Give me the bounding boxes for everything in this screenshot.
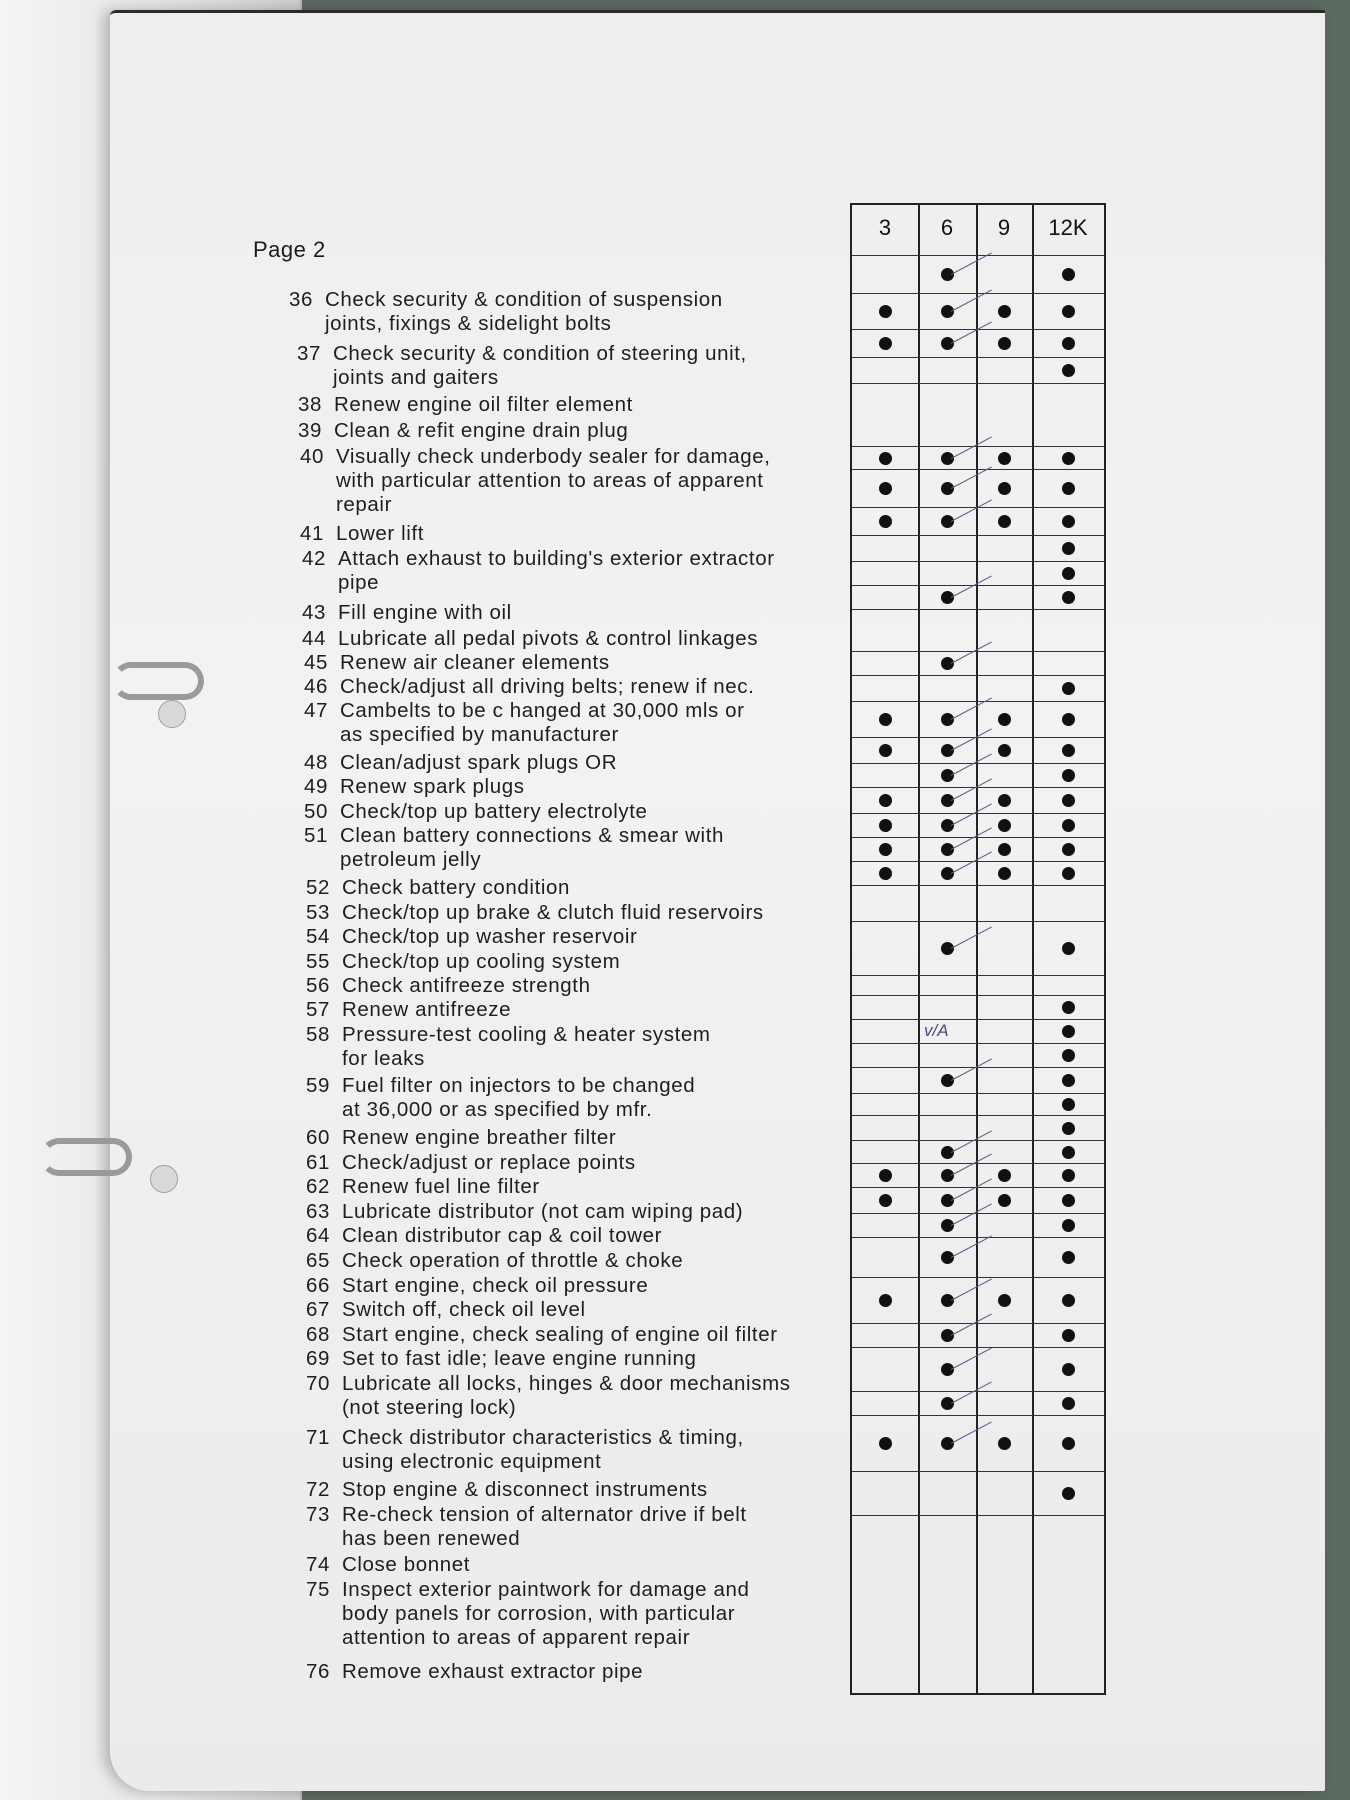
- checklist-item-76: [296, 1660, 643, 1684]
- item-number: 36: [288, 288, 313, 311]
- checklist-item-36: [279, 288, 723, 336]
- item-text: Check/top up washer reservoir: [342, 925, 638, 948]
- checkmark-dot: [1062, 1194, 1075, 1207]
- item-text: Check operation of throttle & choke: [342, 1249, 684, 1272]
- handwritten-tick: [951, 499, 992, 521]
- grid-row-divider: [852, 813, 1104, 814]
- checkmark-dot: [879, 337, 892, 350]
- item-text: Renew engine breather filter: [342, 1126, 617, 1149]
- checkmark-dot: [1062, 1074, 1075, 1087]
- checkmark-dot: [1062, 542, 1075, 555]
- item-text: Start engine, check oil pressure: [342, 1274, 649, 1297]
- handwritten-tick: [951, 641, 992, 663]
- checkmark-dot: [998, 452, 1011, 465]
- checklist-item-70: [296, 1372, 791, 1420]
- item-text: Visually check underbody sealer for damage,: [336, 445, 771, 468]
- checklist-item-55: [296, 950, 620, 974]
- item-number: 60: [305, 1126, 330, 1149]
- column-header-9: 9: [997, 215, 1011, 240]
- grid-row-divider: [852, 885, 1104, 886]
- item-number: 67: [305, 1298, 330, 1321]
- checkmark-dot: [998, 1169, 1011, 1182]
- checklist-item-74: [296, 1553, 470, 1577]
- checkmark-dot: [998, 843, 1011, 856]
- handwritten-tick: [951, 1178, 992, 1200]
- item-number: 41: [299, 522, 324, 545]
- handwritten-tick: [951, 803, 992, 825]
- item-text-continued: repair: [336, 493, 393, 516]
- item-text: Switch off, check oil level: [342, 1298, 586, 1321]
- handwritten-tick: [951, 827, 992, 849]
- handwritten-tick: [951, 753, 992, 775]
- item-text-continued: with particular attention to areas of apparent: [336, 469, 764, 492]
- item-text: Check/top up battery electrolyte: [340, 800, 648, 823]
- item-number: 74: [305, 1553, 330, 1576]
- checklist-item-73: [296, 1503, 747, 1551]
- grid-column-divider: [918, 205, 920, 1693]
- checklist-item-53: [296, 901, 764, 925]
- item-number: 58: [305, 1023, 330, 1046]
- checkmark-dot: [998, 867, 1011, 880]
- checkmark-dot: [1062, 1437, 1075, 1450]
- checkmark-dot: [1062, 713, 1075, 726]
- handwritten-tick: [951, 321, 992, 343]
- checkmark-dot: [998, 305, 1011, 318]
- grid-row-divider: [852, 1043, 1104, 1044]
- checkmark-dot: [1062, 452, 1075, 465]
- checklist-item-52: [296, 876, 570, 900]
- handwritten-tick: [951, 1153, 992, 1175]
- item-number: 42: [301, 547, 326, 570]
- item-number: 45: [303, 651, 328, 674]
- column-header-12k: 12K: [1048, 215, 1088, 240]
- checkmark-dot: [879, 819, 892, 832]
- service-interval-grid: [850, 203, 1106, 1695]
- grid-row-divider: [852, 1187, 1104, 1188]
- checklist-item-38: [288, 393, 633, 417]
- checkmark-dot: [1062, 744, 1075, 757]
- item-number: 65: [305, 1249, 330, 1272]
- checkmark-dot: [1062, 1098, 1075, 1111]
- checkmark-dot: [1062, 1025, 1075, 1038]
- checklist-item-72: [296, 1478, 708, 1502]
- grid-row-divider: [852, 1163, 1104, 1164]
- checkmark-dot: [1062, 1001, 1075, 1014]
- checklist-item-49: [294, 775, 525, 799]
- grid-row-divider: [852, 995, 1104, 996]
- item-text: Re-check tension of alternator drive if belt: [342, 1503, 747, 1526]
- item-number: 71: [305, 1426, 330, 1449]
- item-text: Set to fast idle; leave engine running: [342, 1347, 697, 1370]
- checkmark-dot: [879, 794, 892, 807]
- checkmark-dot: [1062, 867, 1075, 880]
- checklist-item-47: [294, 699, 745, 747]
- checklist-item-46: [294, 675, 754, 699]
- item-text: Renew engine oil filter element: [334, 393, 633, 416]
- checklist-item-43: [292, 601, 512, 625]
- checkmark-dot: [879, 1169, 892, 1182]
- item-text: Pressure-test cooling & heater system: [342, 1023, 711, 1046]
- checkmark-dot: [1062, 1251, 1075, 1264]
- handwritten-tick: [951, 1203, 992, 1225]
- item-text: Close bonnet: [342, 1553, 471, 1576]
- item-text: Renew air cleaner elements: [340, 651, 610, 674]
- item-number: 53: [305, 901, 330, 924]
- checkmark-dot: [879, 843, 892, 856]
- checklist-item-51: [294, 824, 724, 872]
- item-number: 76: [305, 1660, 330, 1683]
- handwritten-note: v/A: [924, 1021, 949, 1040]
- item-text-continued: at 36,000 or as specified by mfr.: [342, 1098, 653, 1121]
- item-number: 55: [305, 950, 330, 973]
- handwritten-tick: [951, 1347, 992, 1369]
- item-number: 62: [305, 1175, 330, 1198]
- handwritten-tick: [951, 1278, 992, 1300]
- item-number: 75: [305, 1578, 330, 1601]
- grid-row-divider: [852, 1067, 1104, 1068]
- grid-row-divider: [852, 1237, 1104, 1238]
- grid-row-divider: [852, 837, 1104, 838]
- checklist-item-56: [296, 974, 591, 998]
- item-text: Fill engine with oil: [338, 601, 512, 624]
- grid-row-divider: [852, 1140, 1104, 1141]
- checklist-item-57: [296, 998, 511, 1022]
- item-number: 54: [305, 925, 330, 948]
- item-text-continued: (not steering lock): [342, 1396, 517, 1419]
- column-header-3: 3: [878, 215, 892, 240]
- item-text: Attach exhaust to building's exterior extractor: [338, 547, 775, 570]
- item-number: 49: [303, 775, 328, 798]
- checkmark-dot: [1062, 1487, 1075, 1500]
- checklist-item-37: [287, 342, 747, 390]
- checkmark-dot: [1062, 567, 1075, 580]
- checkmark-dot: [998, 515, 1011, 528]
- grid-row-divider: [852, 1115, 1104, 1116]
- item-text: Check/adjust or replace points: [342, 1151, 636, 1174]
- checklist-item-44: [292, 627, 758, 651]
- item-text: Renew fuel line filter: [342, 1175, 540, 1198]
- checkmark-dot: [879, 452, 892, 465]
- checklist-item-59: [296, 1074, 695, 1122]
- checklist-item-61: [296, 1151, 636, 1175]
- item-number: 47: [303, 699, 328, 722]
- checkmark-dot: [1062, 819, 1075, 832]
- checkmark-dot: [1062, 1122, 1075, 1135]
- grid-row-divider: [852, 737, 1104, 738]
- handwritten-tick: [951, 1381, 992, 1403]
- grid-row-divider: [852, 763, 1104, 764]
- checklist-item-58: [296, 1023, 711, 1071]
- checklist-item-42: [292, 547, 775, 595]
- grid-row-divider: [852, 1415, 1104, 1416]
- checkmark-dot: [1062, 942, 1075, 955]
- checkmark-dot: [1062, 1169, 1075, 1182]
- item-number: 51: [303, 824, 328, 847]
- checkmark-dot: [879, 482, 892, 495]
- grid-row-divider: [852, 585, 1104, 586]
- item-number: 59: [305, 1074, 330, 1097]
- checklist-item-67: [296, 1298, 586, 1322]
- grid-row-divider: [852, 1391, 1104, 1392]
- checklist-item-62: [296, 1175, 540, 1199]
- handwritten-tick: [951, 1130, 992, 1152]
- checkmark-dot: [1062, 769, 1075, 782]
- checkmark-dot: [879, 713, 892, 726]
- checkmark-dot: [1062, 843, 1075, 856]
- checklist-item-41: [290, 522, 424, 546]
- checkmark-dot: [1062, 268, 1075, 281]
- item-number: 48: [303, 751, 328, 774]
- checklist-item-65: [296, 1249, 683, 1273]
- checkmark-dot: [1062, 337, 1075, 350]
- item-number: 63: [305, 1200, 330, 1223]
- checkmark-dot: [1062, 1363, 1075, 1376]
- checkmark-dot: [879, 1194, 892, 1207]
- checklist-item-50: [294, 800, 648, 824]
- binder-ring-top: [112, 662, 204, 700]
- item-text: Check/top up cooling system: [342, 950, 621, 973]
- grid-row-divider: [852, 675, 1104, 676]
- item-number: 73: [305, 1503, 330, 1526]
- handwritten-tick: [951, 575, 992, 597]
- checkmark-dot: [879, 744, 892, 757]
- item-text: Renew spark plugs: [340, 775, 525, 798]
- checkmark-dot: [1062, 591, 1075, 604]
- item-text: Remove exhaust extractor pipe: [342, 1660, 644, 1683]
- item-text-continued: has been renewed: [342, 1527, 521, 1550]
- handwritten-tick: [951, 436, 992, 458]
- item-number: 39: [297, 419, 322, 442]
- grid-row-divider: [852, 1277, 1104, 1278]
- handwritten-tick: [951, 778, 992, 800]
- grid-row-divider: [852, 1515, 1104, 1516]
- page-label: Page 2: [253, 237, 326, 262]
- item-text: Clean distributor cap & coil tower: [342, 1224, 663, 1247]
- item-text-continued: for leaks: [342, 1047, 425, 1070]
- checkmark-dot: [1062, 1329, 1075, 1342]
- item-number: 66: [305, 1274, 330, 1297]
- item-number: 69: [305, 1347, 330, 1370]
- item-number: 37: [296, 342, 321, 365]
- grid-row-divider: [852, 383, 1104, 384]
- item-number: 50: [303, 800, 328, 823]
- item-text-continued: pipe: [338, 571, 380, 594]
- checkmark-dot: [1062, 364, 1075, 377]
- grid-row-divider: [852, 1019, 1104, 1020]
- handwritten-tick: [951, 1421, 992, 1443]
- checkmark-dot: [1062, 1049, 1075, 1062]
- checkmark-dot: [1062, 515, 1075, 528]
- checkmark-dot: [1062, 794, 1075, 807]
- item-text-continued: attention to areas of apparent repair: [342, 1626, 691, 1649]
- item-text: Start engine, check sealing of engine oil filter: [342, 1323, 778, 1346]
- checklist-item-68: [296, 1323, 778, 1347]
- grid-row-divider: [852, 535, 1104, 536]
- checkmark-dot: [998, 794, 1011, 807]
- grid-row-divider: [852, 255, 1104, 256]
- item-text: Lubricate all locks, hinges & door mechanisms: [342, 1372, 791, 1395]
- grid-row-divider: [852, 651, 1104, 652]
- grid-column-divider: [1032, 205, 1034, 1693]
- checkmark-dot: [879, 515, 892, 528]
- checklist-item-66: [296, 1274, 648, 1298]
- binder-ring-bottom: [40, 1138, 132, 1176]
- item-number: 68: [305, 1323, 330, 1346]
- item-number: 43: [301, 601, 326, 624]
- item-text: Cambelts to be c hanged at 30,000 mls or: [340, 699, 745, 722]
- checkmark-dot: [879, 305, 892, 318]
- item-text: Check security & condition of suspension: [325, 288, 723, 311]
- item-text: Check/top up brake & clutch fluid reservoirs: [342, 901, 764, 924]
- checklist-item-39: [288, 419, 628, 443]
- item-number: 46: [303, 675, 328, 698]
- grid-row-divider: [852, 1093, 1104, 1094]
- grid-row-divider: [852, 446, 1104, 447]
- checkmark-dot: [998, 819, 1011, 832]
- item-number: 52: [305, 876, 330, 899]
- handwritten-tick: [951, 1058, 992, 1080]
- grid-row-divider: [852, 561, 1104, 562]
- item-number: 70: [305, 1372, 330, 1395]
- checkmark-dot: [879, 867, 892, 880]
- item-number: 38: [297, 393, 322, 416]
- column-header-6: 6: [940, 215, 954, 240]
- checklist-item-60: [296, 1126, 616, 1150]
- checkmark-dot: [998, 1437, 1011, 1450]
- item-text: Clean & refit engine drain plug: [334, 419, 629, 442]
- handwritten-tick: [951, 851, 992, 873]
- item-text: Inspect exterior paintwork for damage and: [342, 1578, 750, 1601]
- checklist-item-71: [296, 1426, 744, 1474]
- item-text: Check battery condition: [342, 876, 571, 899]
- punch-hole-top: [158, 700, 186, 728]
- item-text-continued: using electronic equipment: [342, 1450, 602, 1473]
- handwritten-tick: [951, 1313, 992, 1335]
- checkmark-dot: [998, 1194, 1011, 1207]
- checkmark-dot: [998, 1294, 1011, 1307]
- item-text-continued: as specified by manufacturer: [340, 723, 619, 746]
- grid-row-divider: [852, 357, 1104, 358]
- item-text: Clean/adjust spark plugs OR: [340, 751, 618, 774]
- item-number: 44: [301, 627, 326, 650]
- item-text-continued: body panels for corrosion, with particular: [342, 1602, 736, 1625]
- item-text-continued: joints, fixings & sidelight bolts: [325, 312, 612, 335]
- checkmark-dot: [998, 482, 1011, 495]
- checklist-item-75: [296, 1578, 749, 1650]
- checkmark-dot: [879, 1294, 892, 1307]
- grid-row-divider: [852, 1323, 1104, 1324]
- item-text: Check/adjust all driving belts; renew if nec.: [340, 675, 755, 698]
- checklist-item-48: [294, 751, 617, 775]
- item-text: Check distributor characteristics & timing,: [342, 1426, 744, 1449]
- grid-row-divider: [852, 1471, 1104, 1472]
- grid-row-divider: [852, 609, 1104, 610]
- checklist-item-64: [296, 1224, 662, 1248]
- item-text: Lubricate distributor (not cam wiping pad): [342, 1200, 744, 1223]
- item-text: Lubricate all pedal pivots & control linkages: [338, 627, 759, 650]
- grid-column-divider: [976, 205, 978, 1693]
- handwritten-tick: [951, 728, 992, 750]
- checkmark-dot: [1062, 1397, 1075, 1410]
- grid-row-divider: [852, 1347, 1104, 1348]
- item-text: Check antifreeze strength: [342, 974, 591, 997]
- checklist-item-63: [296, 1200, 743, 1224]
- item-number: 72: [305, 1478, 330, 1501]
- checklist-item-69: [296, 1347, 696, 1371]
- item-text: Renew antifreeze: [342, 998, 512, 1021]
- grid-row-divider: [852, 701, 1104, 702]
- checkmark-dot: [879, 1437, 892, 1450]
- checkmark-dot: [998, 744, 1011, 757]
- grid-row-divider: [852, 921, 1104, 922]
- item-number: 56: [305, 974, 330, 997]
- checkmark-dot: [1062, 482, 1075, 495]
- item-number: 64: [305, 1224, 330, 1247]
- checkmark-dot: [1062, 1219, 1075, 1232]
- item-text-continued: petroleum jelly: [340, 848, 482, 871]
- grid-row-divider: [852, 861, 1104, 862]
- item-text: Fuel filter on injectors to be changed: [342, 1074, 696, 1097]
- item-number: 57: [305, 998, 330, 1021]
- grid-row-divider: [852, 787, 1104, 788]
- handwritten-tick: [951, 926, 992, 948]
- checklist-item-54: [296, 925, 637, 949]
- punch-hole-bottom: [150, 1165, 178, 1193]
- item-text-continued: joints and gaiters: [333, 366, 499, 389]
- item-number: 61: [305, 1151, 330, 1174]
- grid-row-divider: [852, 1213, 1104, 1214]
- checkmark-dot: [1062, 1294, 1075, 1307]
- checkmark-dot: [1062, 305, 1075, 318]
- item-text: Check security & condition of steering unit,: [333, 342, 747, 365]
- grid-row-divider: [852, 469, 1104, 470]
- grid-row-divider: [852, 975, 1104, 976]
- checkmark-dot: [998, 713, 1011, 726]
- item-text: Clean battery connections & smear with: [340, 824, 725, 847]
- grid-row-divider: [852, 293, 1104, 294]
- handwritten-tick: [951, 1235, 992, 1257]
- checklist-item-40: [290, 445, 771, 517]
- checkmark-dot: [1062, 682, 1075, 695]
- checkmark-dot: [998, 337, 1011, 350]
- item-text: Stop engine & disconnect instruments: [342, 1478, 708, 1501]
- item-text: Lower lift: [336, 522, 425, 545]
- item-number: 40: [299, 445, 324, 468]
- checkmark-dot: [1062, 1146, 1075, 1159]
- checklist-item-45: [294, 651, 610, 675]
